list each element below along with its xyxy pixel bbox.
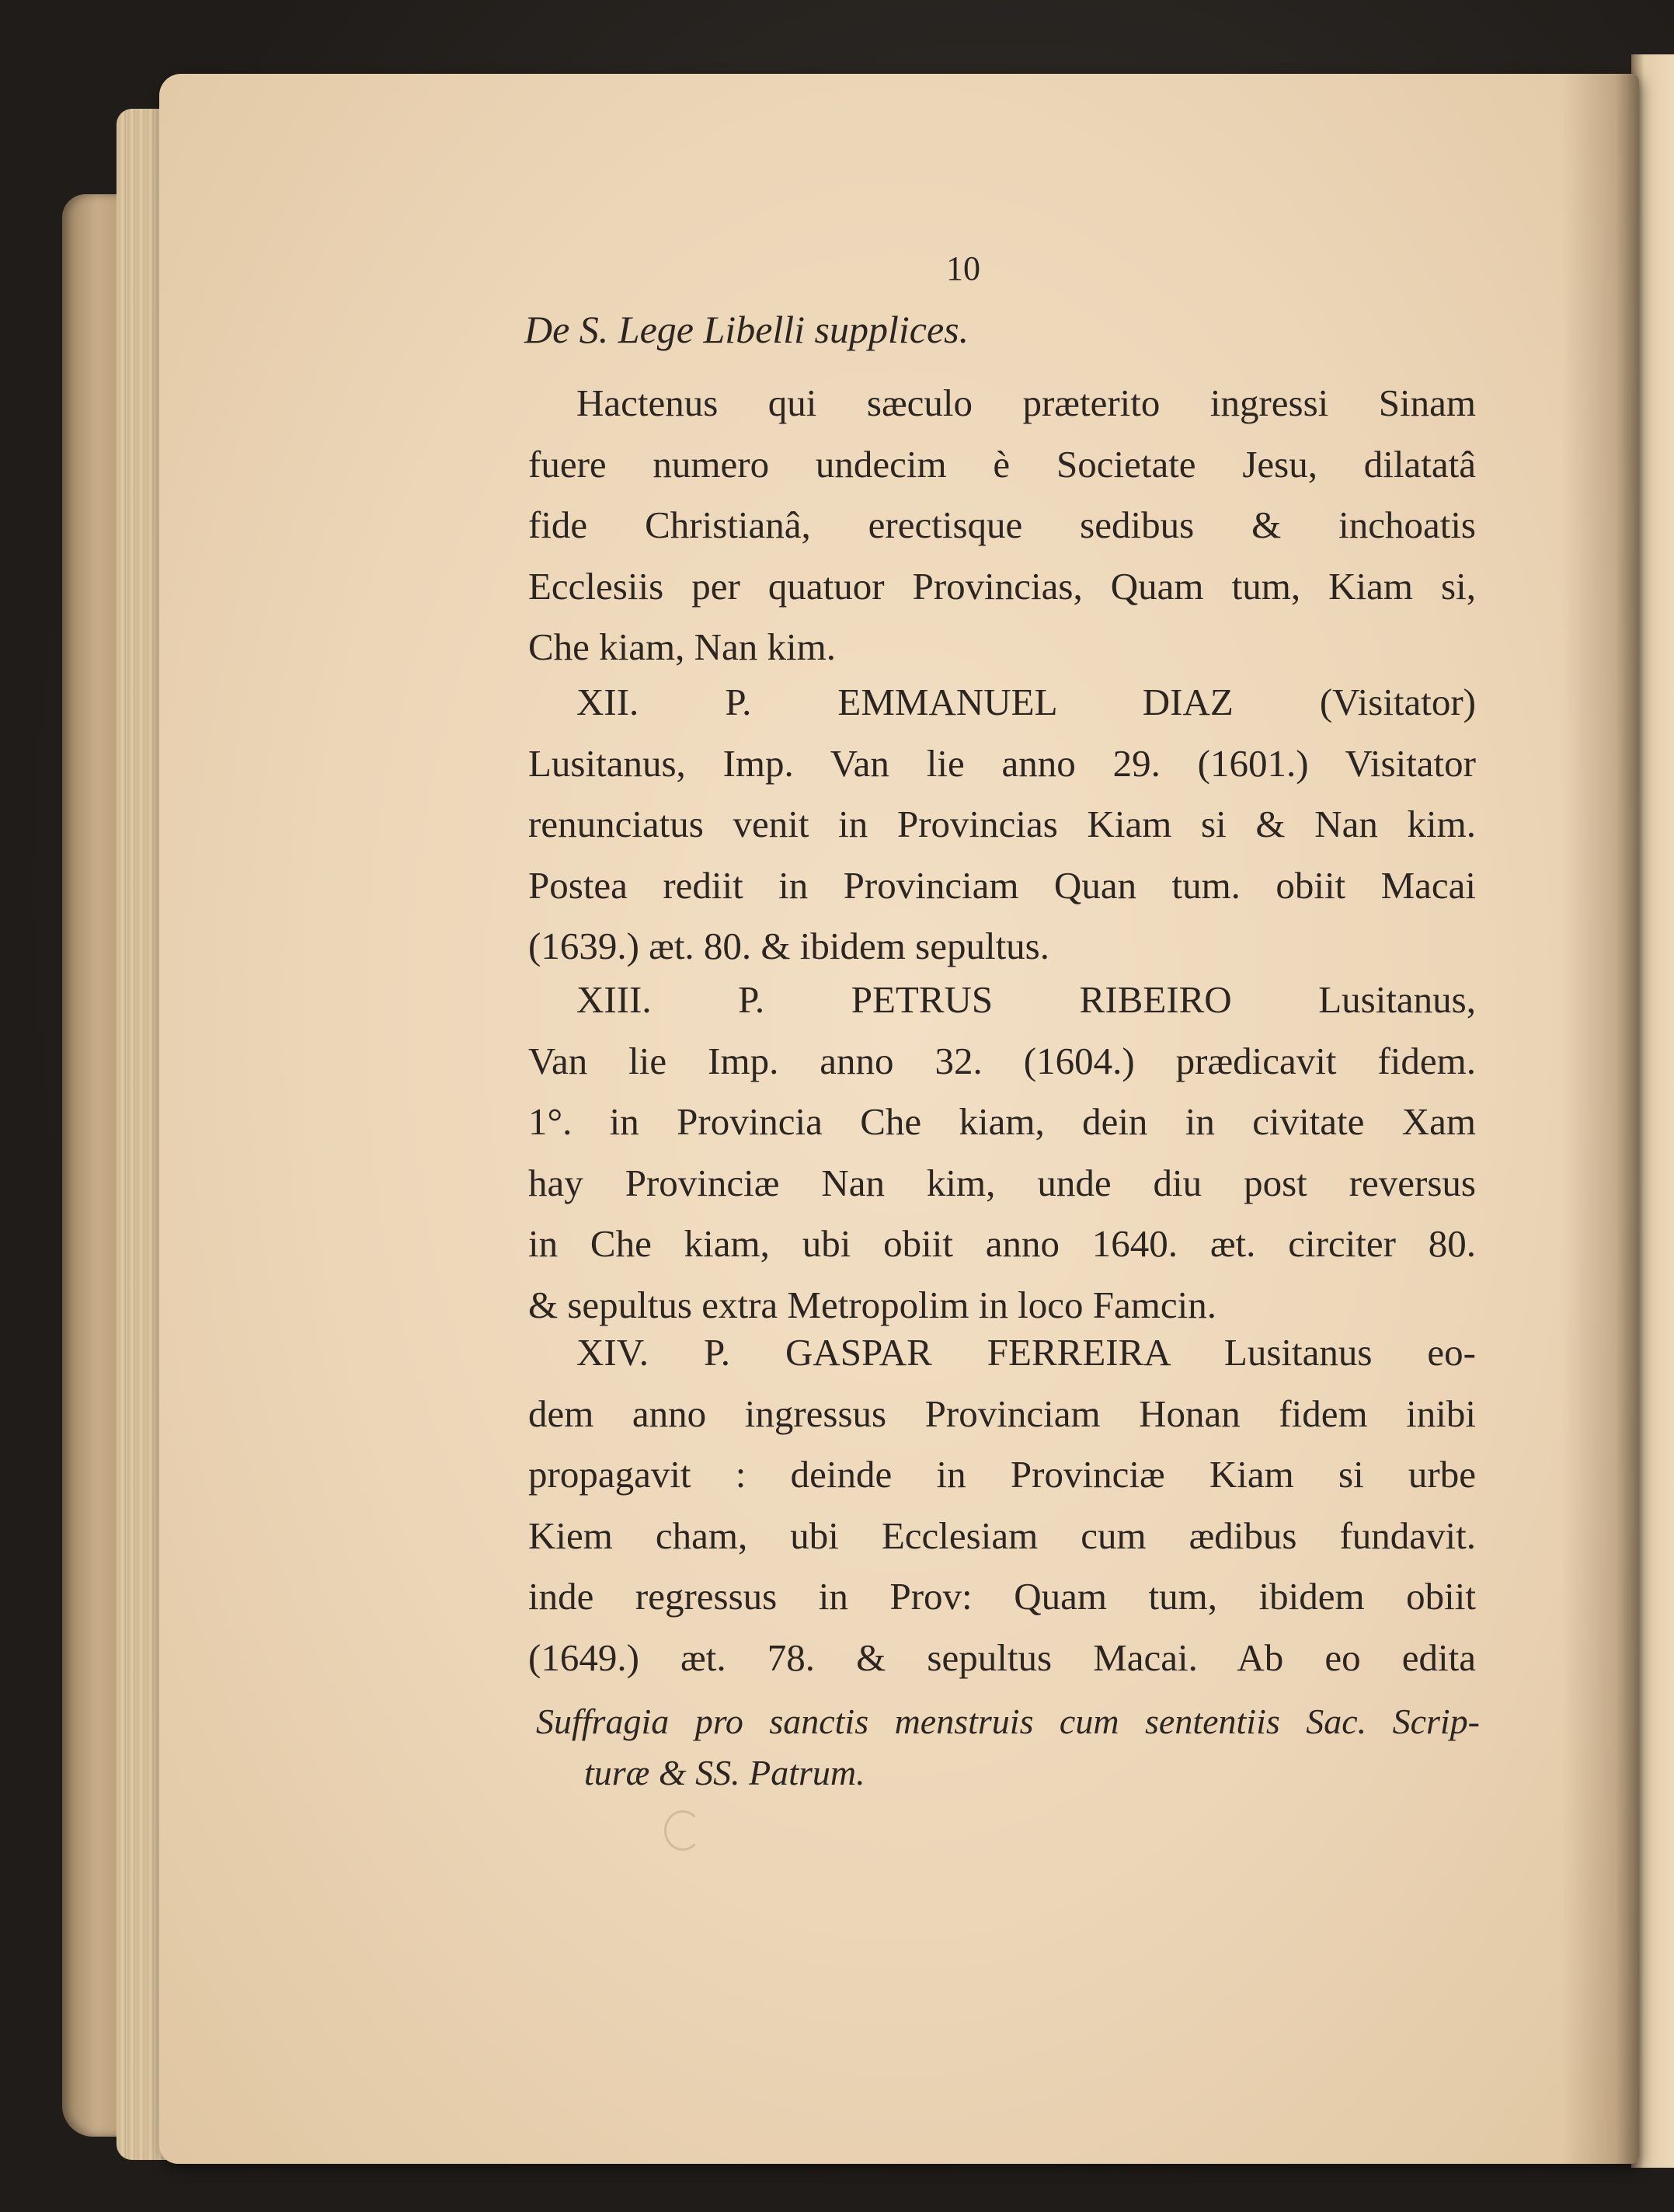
text-line: XII. P. EMMANUEL DIAZ (Visitator): [576, 681, 1476, 723]
text-line: fide Christianâ, erectisque sedibus & inchoatis: [528, 503, 1476, 546]
text-line: & sepultus extra Metropolim in loco Famcin.: [528, 1283, 1216, 1326]
paragraph-xiv: [528, 1322, 1476, 1688]
page-number: 10: [946, 249, 980, 287]
blind-stamp-mark: [664, 1810, 701, 1851]
text-line: in Che kiam, ubi obiit anno 1640. æt. circiter 80.: [528, 1222, 1476, 1265]
text-line: Van lie Imp. anno 32. (1604.) prædicavit fidem.: [528, 1039, 1476, 1082]
text-line: Kiem cham, ubi Ecclesiam cum ædibus fundavit.: [528, 1514, 1476, 1557]
footnote-line: turæ & SS. Patrum.: [584, 1753, 865, 1792]
text-line: hay Provinciæ Nan kim, unde diu post reversus: [528, 1161, 1476, 1204]
text-line: dem anno ingressus Provinciam Honan fidem inibi: [528, 1392, 1476, 1435]
text-line: renunciatus venit in Provincias Kiam si & Nan kim.: [528, 803, 1476, 845]
text-line: (1649.) æt. 78. & sepultus Macai. Ab eo edita: [528, 1635, 1476, 1679]
text-line: Che kiam, Nan kim.: [528, 625, 837, 668]
paragraph-xii: [528, 672, 1476, 977]
text-line: XIV. P. GASPAR FERREIRA Lusitanus eo-: [576, 1331, 1476, 1374]
text-line: Ecclesiis per quatuor Provincias, Quam tum, Kiam si,: [528, 564, 1476, 608]
text-line: Hactenus qui sæculo præterito ingressi Sinam: [576, 381, 1476, 424]
paragraph-xiii: [528, 970, 1476, 1336]
running-header: De S. Lege Libelli supplices.: [524, 308, 969, 351]
footnote-line: Suffragia pro sanctis menstruis cum sententiis Sac. Scrip-: [536, 1702, 1480, 1741]
page-gutter: [1561, 74, 1639, 2164]
text-line: fuere numero undecim è Societate Jesu, dilatatâ: [528, 442, 1476, 486]
text-line: 1°. in Provincia Che kiam, dein in civitate Xam: [528, 1100, 1476, 1143]
text-line: inde regressus in Prov: Quam tum, ibidem obiit: [528, 1575, 1476, 1618]
text-line: Lusitanus, Imp. Van lie anno 29. (1601.) Visitator: [528, 741, 1476, 785]
text-line: (1639.) æt. 80. & ibidem sepultus.: [528, 925, 1049, 967]
footnote: [536, 1696, 1480, 1799]
text-line: Postea rediit in Provinciam Quan tum. obiit Macai: [528, 863, 1476, 907]
paragraph-intro: [528, 373, 1476, 678]
text-line: propagavit : deinde in Provinciæ Kiam si urbe: [528, 1453, 1476, 1496]
text-line: XIII. P. PETRUS RIBEIRO Lusitanus,: [576, 978, 1476, 1021]
